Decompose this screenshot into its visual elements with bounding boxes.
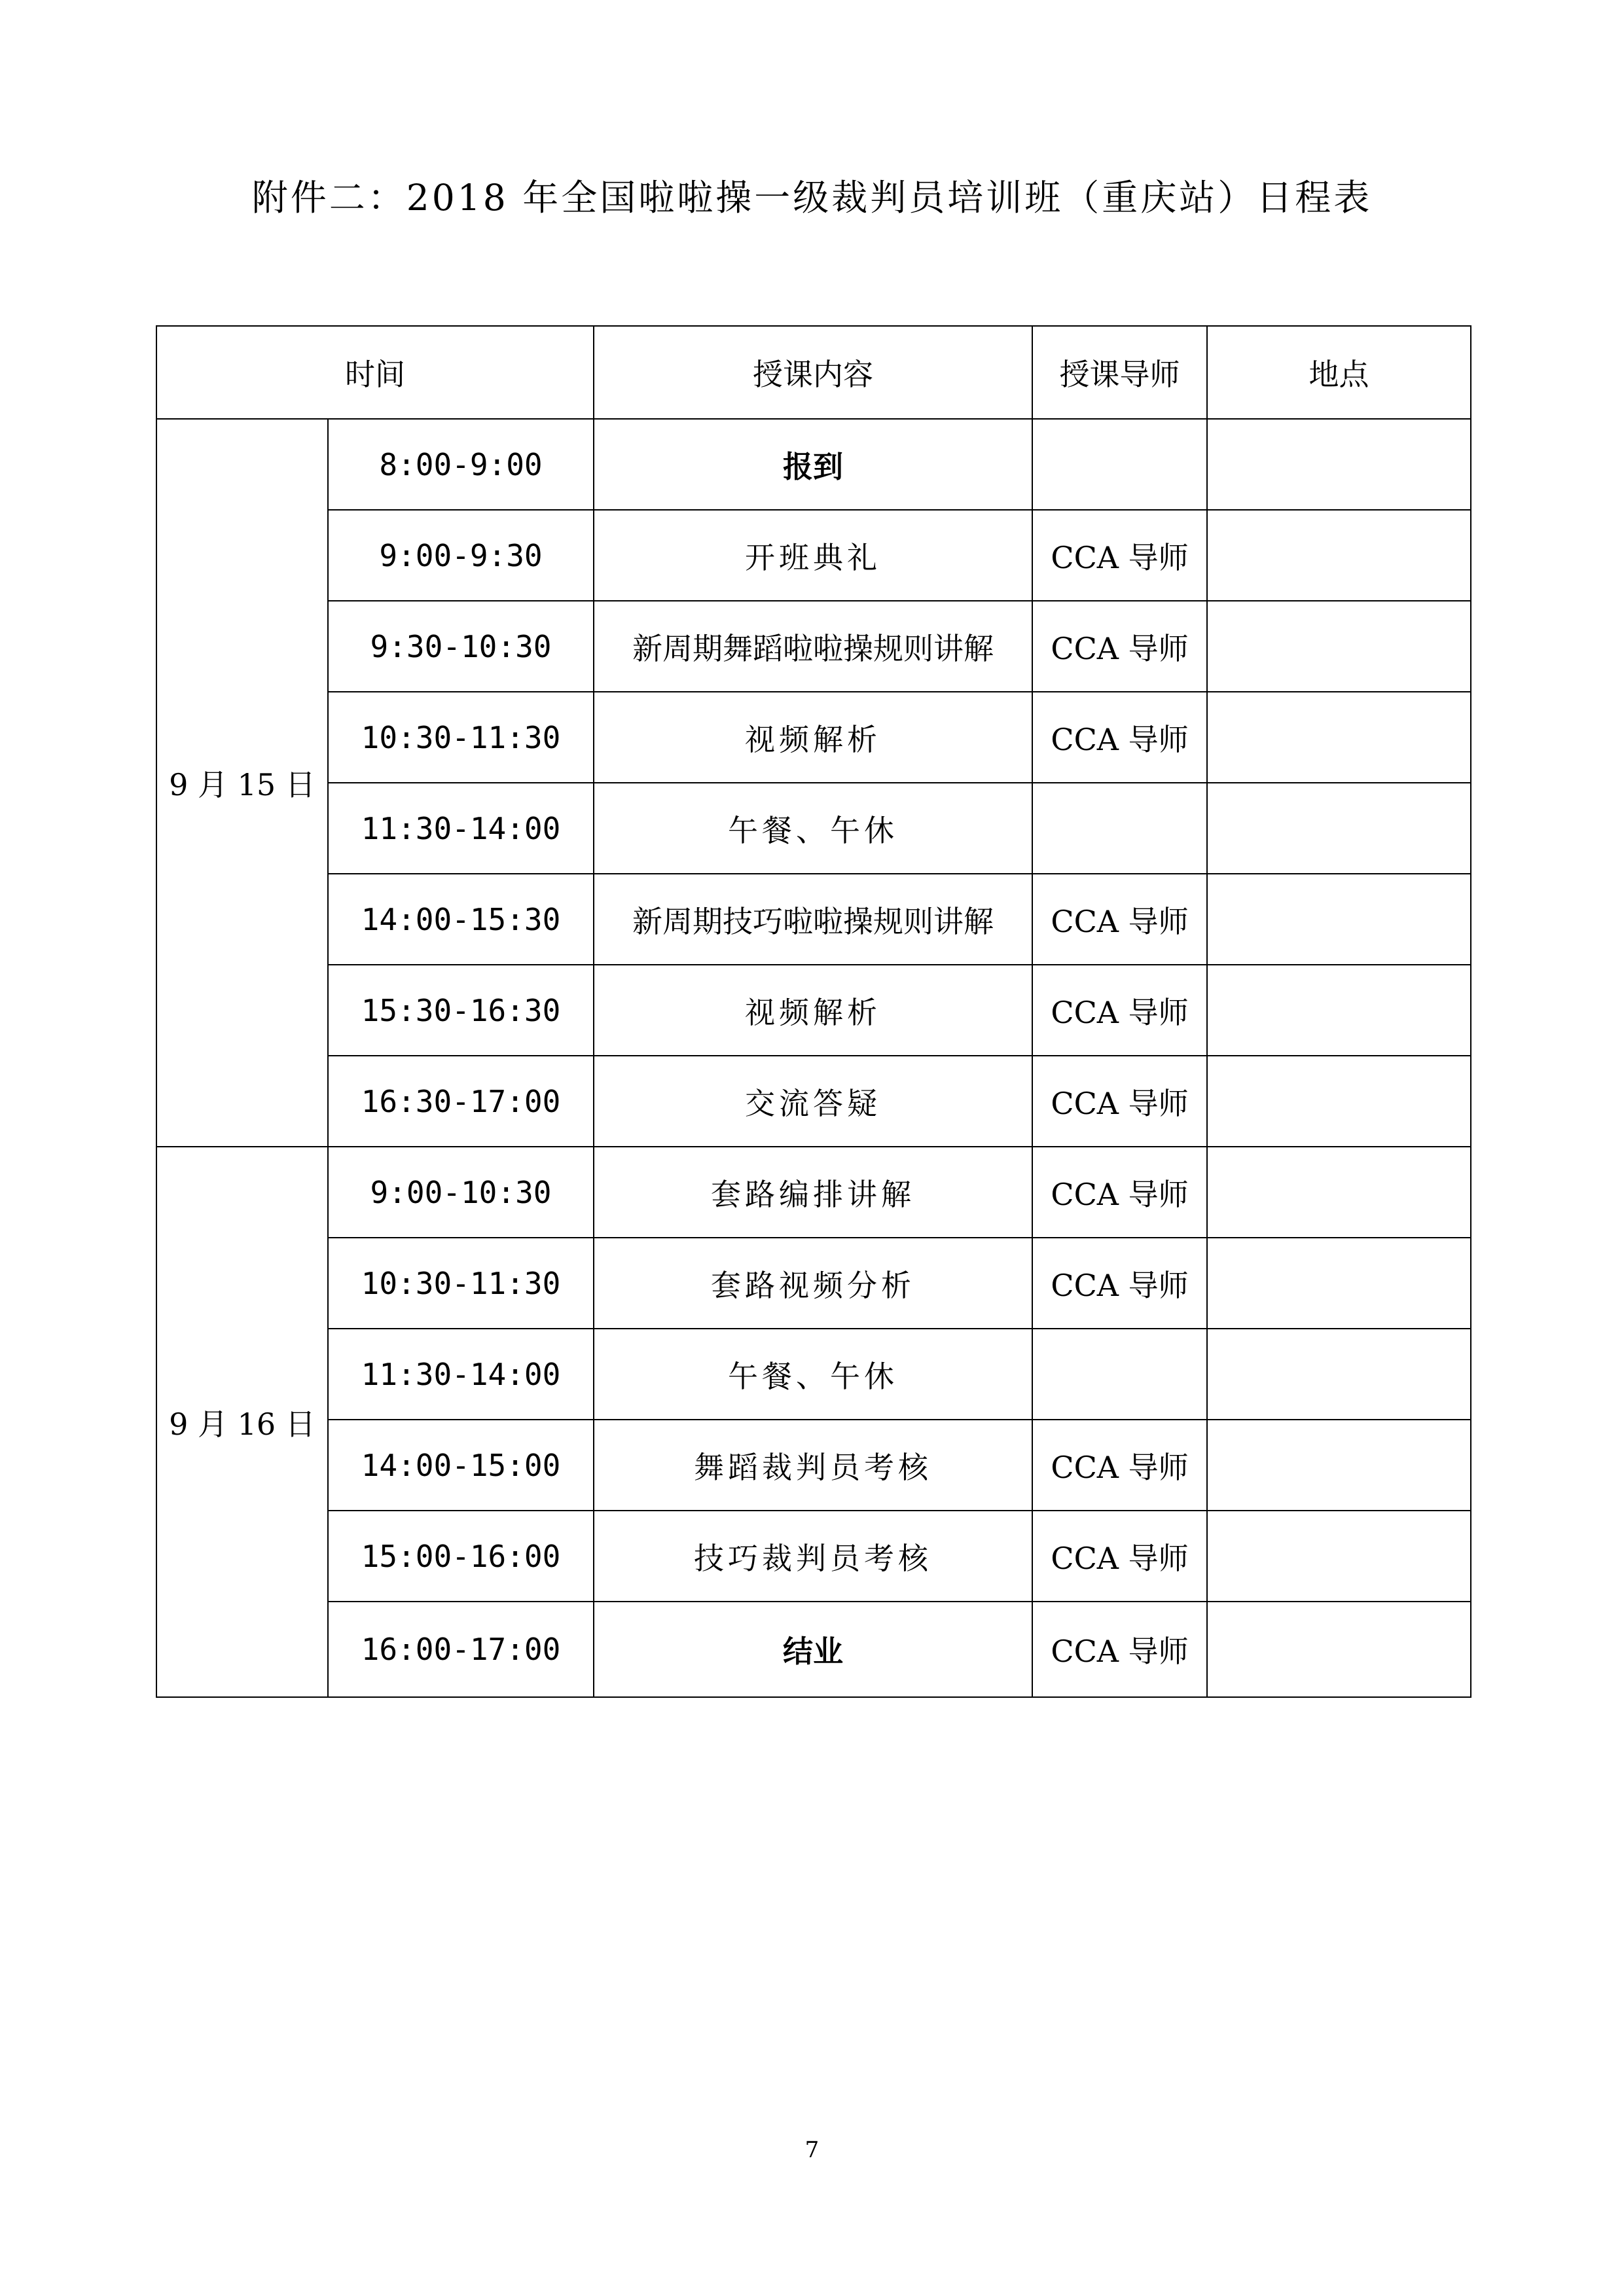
- date-cell-day2: 9 月 16 日: [156, 1147, 328, 1697]
- instructor-cell: CCA 导师: [1032, 1056, 1207, 1147]
- content-cell: 新周期技巧啦啦操规则讲解: [594, 874, 1032, 965]
- location-cell: [1207, 1329, 1471, 1420]
- instructor-cell: CCA 导师: [1032, 1602, 1207, 1697]
- schedule-table: [156, 325, 1471, 1698]
- instructor-cell: CCA 导师: [1032, 1147, 1207, 1238]
- location-cell: [1207, 783, 1471, 874]
- content-cell: 舞蹈裁判员考核: [594, 1420, 1032, 1511]
- instructor-cell: [1032, 1329, 1207, 1420]
- table-row: [156, 1238, 1471, 1329]
- time-cell: 10:30-11:30: [328, 692, 594, 783]
- time-cell: 15:30-16:30: [328, 965, 594, 1056]
- instructor-cell: CCA 导师: [1032, 692, 1207, 783]
- instructor-cell: CCA 导师: [1032, 1511, 1207, 1602]
- instructor-cell: CCA 导师: [1032, 874, 1207, 965]
- header-content: 授课内容: [594, 326, 1032, 419]
- date-cell-day1: 9 月 15 日: [156, 419, 328, 1147]
- content-cell: 开班典礼: [594, 510, 1032, 601]
- content-cell: 报到: [594, 419, 1032, 510]
- time-cell: 9:30-10:30: [328, 601, 594, 692]
- header-instructor: 授课导师: [1032, 326, 1207, 419]
- table-row: [156, 1056, 1471, 1147]
- time-cell: 11:30-14:00: [328, 783, 594, 874]
- header-location: 地点: [1207, 326, 1471, 419]
- content-cell: 交流答疑: [594, 1056, 1032, 1147]
- location-cell: [1207, 692, 1471, 783]
- content-cell: 结业: [594, 1602, 1032, 1697]
- content-cell: 套路视频分析: [594, 1238, 1032, 1329]
- table-row: [156, 1602, 1471, 1697]
- location-cell: [1207, 419, 1471, 510]
- table-header-row: [156, 326, 1471, 419]
- location-cell: [1207, 874, 1471, 965]
- page-number: 7: [804, 2137, 820, 2163]
- time-cell: 11:30-14:00: [328, 1329, 594, 1420]
- time-cell: 16:30-17:00: [328, 1056, 594, 1147]
- location-cell: [1207, 1056, 1471, 1147]
- instructor-cell: [1032, 419, 1207, 510]
- table-row: [156, 601, 1471, 692]
- time-cell: 15:00-16:00: [328, 1511, 594, 1602]
- table-row: [156, 965, 1471, 1056]
- location-cell: [1207, 1420, 1471, 1511]
- content-cell: 套路编排讲解: [594, 1147, 1032, 1238]
- instructor-cell: [1032, 783, 1207, 874]
- content-cell: 午餐、午休: [594, 1329, 1032, 1420]
- location-cell: [1207, 510, 1471, 601]
- time-cell: 16:00-17:00: [328, 1602, 594, 1697]
- location-cell: [1207, 1602, 1471, 1697]
- time-cell: 14:00-15:00: [328, 1420, 594, 1511]
- instructor-cell: CCA 导师: [1032, 510, 1207, 601]
- instructor-cell: CCA 导师: [1032, 601, 1207, 692]
- content-cell: 午餐、午休: [594, 783, 1032, 874]
- content-cell: 视频解析: [594, 965, 1032, 1056]
- time-cell: 9:00-10:30: [328, 1147, 594, 1238]
- location-cell: [1207, 1511, 1471, 1602]
- table-row: [156, 783, 1471, 874]
- instructor-cell: CCA 导师: [1032, 965, 1207, 1056]
- content-cell: 技巧裁判员考核: [594, 1511, 1032, 1602]
- document-title: 附件二：2018 年全国啦啦操一级裁判员培训班（重庆站）日程表: [251, 177, 1373, 219]
- table-row: [156, 1511, 1471, 1602]
- content-cell: 视频解析: [594, 692, 1032, 783]
- time-cell: 9:00-9:30: [328, 510, 594, 601]
- table-row: [156, 1420, 1471, 1511]
- content-cell: 新周期舞蹈啦啦操规则讲解: [594, 601, 1032, 692]
- table-row: [156, 1147, 1471, 1238]
- location-cell: [1207, 1147, 1471, 1238]
- table-row: [156, 1329, 1471, 1420]
- time-cell: 10:30-11:30: [328, 1238, 594, 1329]
- location-cell: [1207, 965, 1471, 1056]
- location-cell: [1207, 1238, 1471, 1329]
- header-time: 时间: [156, 326, 594, 419]
- table-row: [156, 874, 1471, 965]
- table-row: [156, 419, 1471, 510]
- table-row: [156, 692, 1471, 783]
- location-cell: [1207, 601, 1471, 692]
- time-cell: 8:00-9:00: [328, 419, 594, 510]
- instructor-cell: CCA 导师: [1032, 1238, 1207, 1329]
- table-row: [156, 510, 1471, 601]
- instructor-cell: CCA 导师: [1032, 1420, 1207, 1511]
- time-cell: 14:00-15:30: [328, 874, 594, 965]
